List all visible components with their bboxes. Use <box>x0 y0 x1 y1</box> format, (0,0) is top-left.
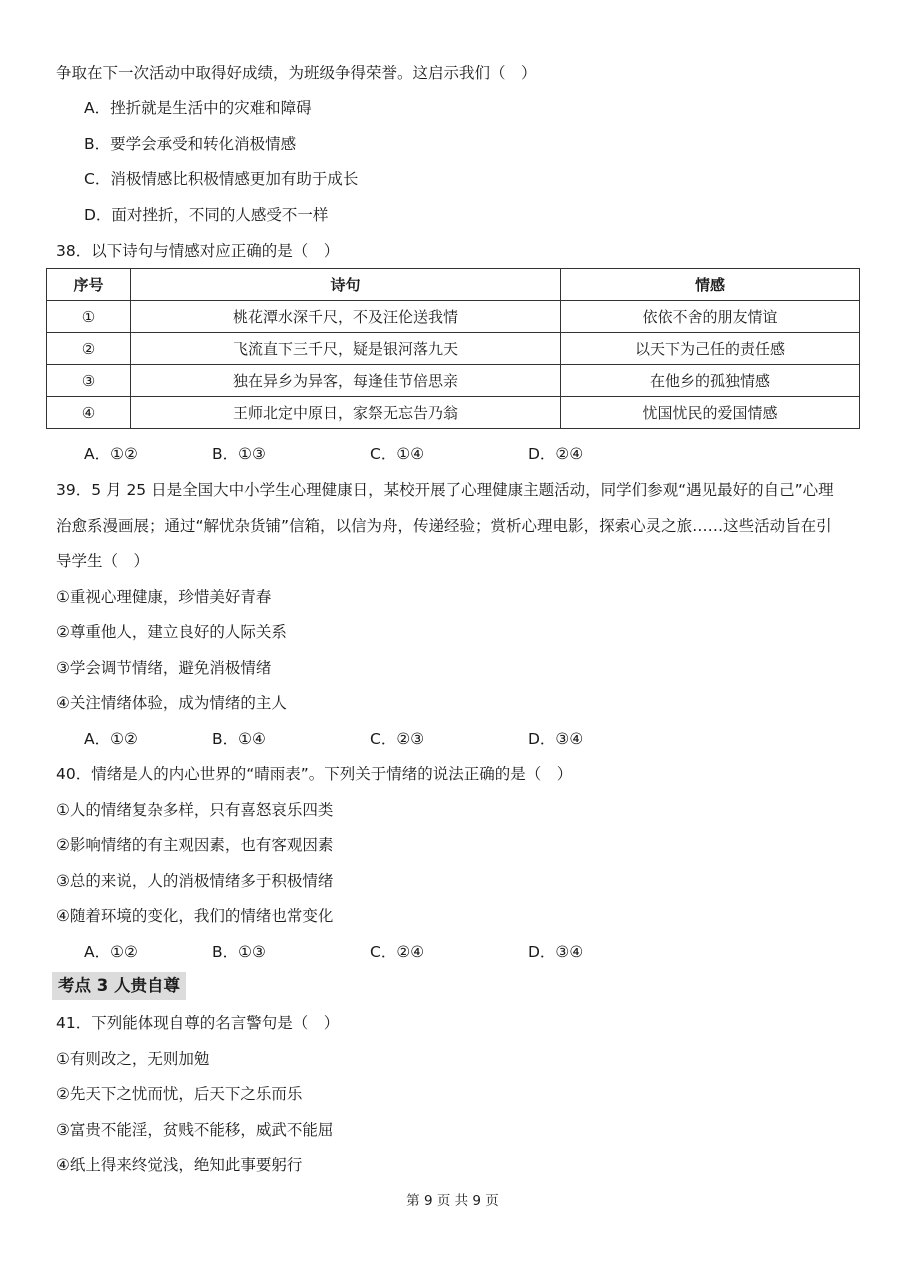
section-heading: 考点 3 人贵自尊 <box>52 972 186 1000</box>
table-cell: ① <box>47 301 131 333</box>
q41-item-1: ①有则改之，无则加勉 <box>56 1050 210 1068</box>
q38-option-a: A．①② <box>84 445 138 463</box>
table-cell: 以天下为己任的责任感 <box>561 333 860 365</box>
q40-option-a: A．①② <box>84 943 138 961</box>
table-cell: 独在异乡为异客，每逢佳节倍思亲 <box>131 365 561 397</box>
q39-stem-line-2: 治愈系漫画展；通过“解忧杂货铺”信箱，以信为舟，传递经验；赏析心理电影，探索心灵之旅……这些活动旨在引 <box>56 517 832 535</box>
table-cell: ④ <box>47 397 131 429</box>
q39-option-d: D．③④ <box>528 730 584 748</box>
q41-item-3: ③富贵不能淫，贫贱不能移，威武不能屈 <box>56 1121 334 1139</box>
table-cell: 忧国忧民的爱国情感 <box>561 397 860 429</box>
table-header-cell: 情感 <box>561 269 860 301</box>
q40-item-2: ②影响情绪的有主观因素，也有客观因素 <box>56 836 334 854</box>
q39-option-a: A．①② <box>84 730 138 748</box>
table-cell: ② <box>47 333 131 365</box>
q40-item-4: ④随着环境的变化，我们的情绪也常变化 <box>56 907 334 925</box>
table-row <box>47 365 860 397</box>
q39-item-3: ③学会调节情绪，避免消极情绪 <box>56 659 272 677</box>
table-header-cell: 诗句 <box>131 269 561 301</box>
q37-option-c: C．消极情感比积极情感更加有助于成长 <box>84 170 359 188</box>
q39-item-1: ①重视心理健康，珍惜美好青春 <box>56 588 272 606</box>
q41-item-2: ②先天下之忧而忧，后天下之乐而乐 <box>56 1085 303 1103</box>
q40-item-1: ①人的情绪复杂多样，只有喜怒哀乐四类 <box>56 801 334 819</box>
q39-option-b: B．①④ <box>212 730 266 748</box>
q38-stem: 38．以下诗句与情感对应正确的是（ ） <box>56 242 340 260</box>
q38-option-c: C．①④ <box>370 445 425 463</box>
q40-option-c: C．②④ <box>370 943 425 961</box>
q37-option-b: B．要学会承受和转化消极情感 <box>84 135 297 153</box>
q39-stem-line-3: 导学生（ ） <box>56 552 150 570</box>
q39-options <box>84 729 684 749</box>
table-cell: 飞流直下三千尺，疑是银河落九天 <box>131 333 561 365</box>
q37-option-d: D．面对挫折，不同的人感受不一样 <box>84 206 329 224</box>
q39-item-2: ②尊重他人，建立良好的人际关系 <box>56 623 287 641</box>
table-cell: ③ <box>47 365 131 397</box>
q39-option-c: C．②③ <box>370 730 425 748</box>
page-footer: 第 9 页 共 9 页 <box>406 1193 499 1209</box>
q39-stem-line-1: 39．5 月 25 日是全国大中小学生心理健康日，某校开展了心理健康主题活动，同学们参观“遇见最好的自己”心理 <box>56 481 834 499</box>
q41-item-4: ④纸上得来终觉浅，绝知此事要躬行 <box>56 1156 303 1174</box>
q38-option-d: D．②④ <box>528 445 584 463</box>
q40-options <box>84 942 684 962</box>
table-row <box>47 333 860 365</box>
q38-table <box>46 268 860 429</box>
q40-item-3: ③总的来说，人的消极情绪多于积极情绪 <box>56 872 334 890</box>
table-cell: 桃花潭水深千尺，不及汪伦送我情 <box>131 301 561 333</box>
table-cell: 王师北定中原日，家祭无忘告乃翁 <box>131 397 561 429</box>
table-header-cell: 序号 <box>47 269 131 301</box>
q38-options <box>84 444 684 464</box>
table-cell: 依依不舍的朋友情谊 <box>561 301 860 333</box>
q41-stem: 41．下列能体现自尊的名言警句是（ ） <box>56 1014 340 1032</box>
q40-stem: 40．情绪是人的内心世界的“晴雨表”。下列关于情绪的说法正确的是（ ） <box>56 765 573 783</box>
q39-item-4: ④关注情绪体验，成为情绪的主人 <box>56 694 287 712</box>
table-row <box>47 397 860 429</box>
table-header-row <box>47 269 860 301</box>
q38-option-b: B．①③ <box>212 445 266 463</box>
q40-option-d: D．③④ <box>528 943 584 961</box>
q40-option-b: B．①③ <box>212 943 266 961</box>
q37-stem: 争取在下一次活动中取得好成绩，为班级争得荣誉。这启示我们（ ） <box>56 64 537 82</box>
table-row <box>47 301 860 333</box>
q37-option-a: A．挫折就是生活中的灾难和障碍 <box>84 99 312 117</box>
table-cell: 在他乡的孤独情感 <box>561 365 860 397</box>
